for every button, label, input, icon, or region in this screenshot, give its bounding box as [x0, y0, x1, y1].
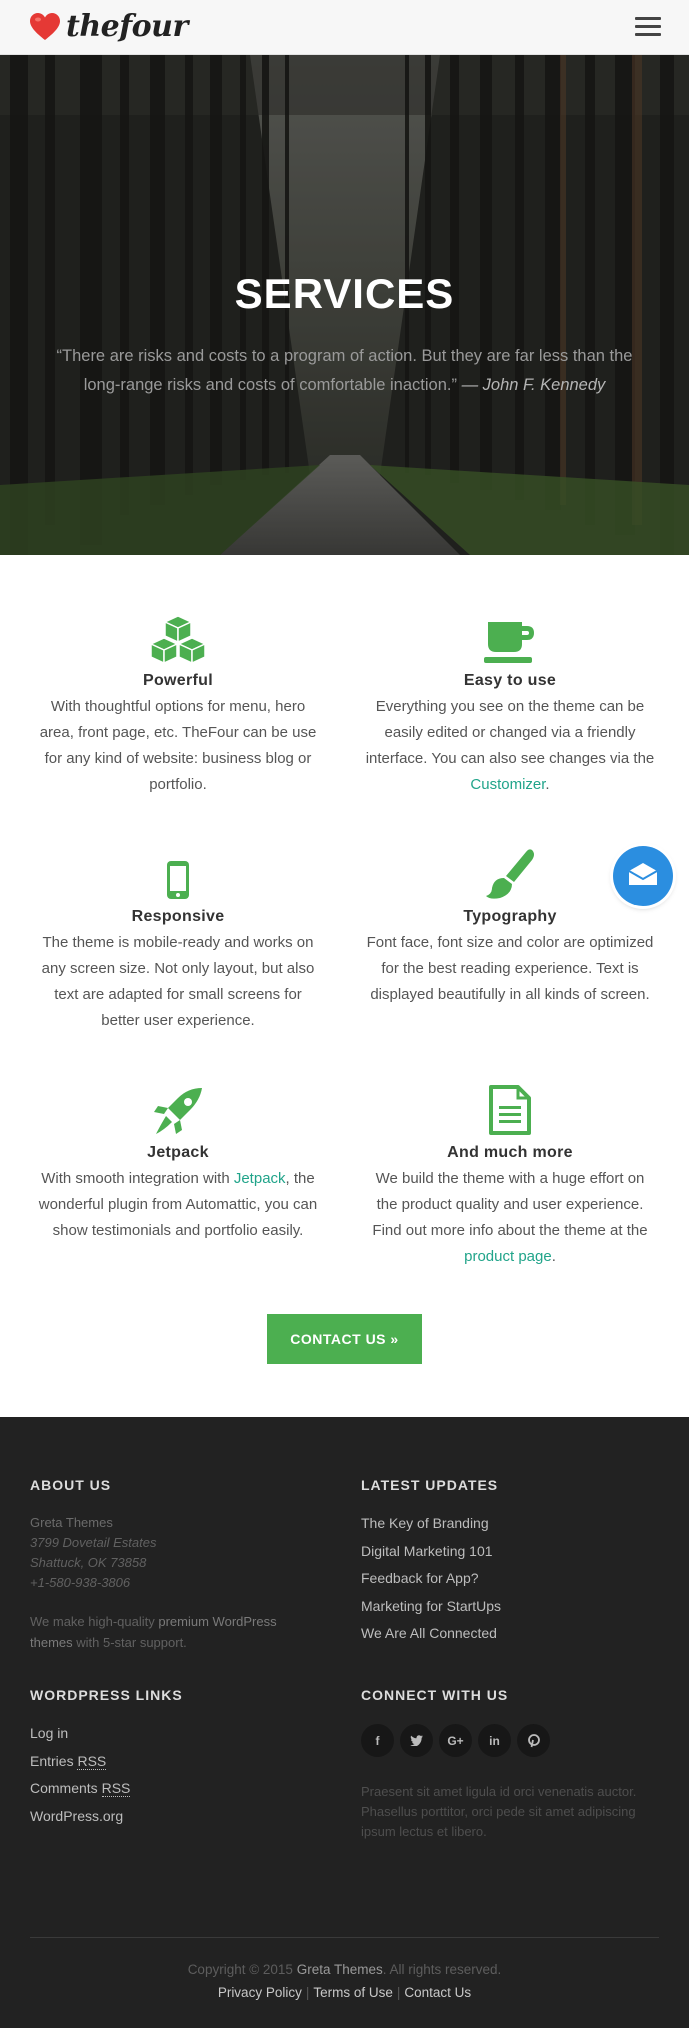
contact-us-button[interactable]: CONTACT US »	[267, 1314, 422, 1364]
footer-divider	[30, 1937, 659, 1938]
entries-rss-link[interactable]: Entries RSS	[30, 1752, 107, 1769]
google-plus-icon[interactable]: G+	[439, 1724, 472, 1757]
footer-connect-heading: CONNECT WITH US	[361, 1687, 509, 1703]
pinterest-icon[interactable]	[517, 1724, 550, 1757]
feature-text: With thoughtful options for menu, hero area, front page, etc. TheFour can be use for any kind of website: business blog or portfolio.	[39, 698, 317, 793]
update-link[interactable]: Marketing for StartUps	[361, 1597, 502, 1614]
social-links	[361, 1724, 661, 1757]
about-tagline: We make high-quality premium WordPress themes with 5-star support.	[30, 1614, 277, 1650]
update-link[interactable]: Digital Marketing 101	[361, 1542, 493, 1559]
update-link[interactable]: The Key of Branding	[361, 1515, 489, 1531]
update-link[interactable]: Feedback for App?	[361, 1570, 479, 1586]
feature-responsive	[33, 844, 323, 1034]
jetpack-link[interactable]: Jetpack	[233, 1170, 286, 1187]
hero-section	[0, 55, 689, 555]
logo-text: thefour	[66, 9, 188, 44]
feature-title: Easy to use	[463, 672, 557, 689]
footer-updates-heading: LATEST UPDATES	[361, 1477, 499, 1493]
feature-text: The theme is mobile-ready and works on any screen size. Not only layout, but also text are adapted for small screens for better user experience.	[41, 934, 315, 1029]
footer-about-heading: ABOUT US	[30, 1477, 112, 1493]
address-line-1: 3799 Dovetail Estates	[30, 1535, 157, 1550]
floating-contact-button[interactable]	[613, 846, 673, 906]
update-link[interactable]: We Are All Connected	[361, 1625, 497, 1641]
comments-rss-link[interactable]: Comments RSS	[30, 1780, 131, 1796]
product-page-link[interactable]: product page	[464, 1248, 552, 1265]
feature-title: Typography	[463, 908, 557, 925]
copyright: Copyright © 2015 Greta Themes. All rights reserved.	[187, 1962, 502, 1977]
linkedin-icon[interactable]: in	[478, 1724, 511, 1757]
footer-wp-heading: WORDPRESS LINKS	[30, 1687, 183, 1703]
quote-text: “There are risks and costs to a program of action. But they are far less than the long-range risks and costs of comfortable inaction.”	[56, 347, 633, 394]
feature-title: Responsive	[131, 908, 225, 925]
footer-wordpress-links	[30, 1687, 320, 1830]
customizer-link[interactable]: Customizer	[470, 776, 546, 793]
feature-title: And much more	[447, 1144, 573, 1161]
hero-quote	[40, 342, 649, 400]
feature-and-much-more	[365, 1080, 655, 1270]
address-line-2: Shattuck, OK 73858	[30, 1555, 147, 1570]
footer-connect	[361, 1687, 661, 1842]
mobile-phone-icon	[33, 844, 323, 900]
footer-links: Privacy Policy | Terms of Use | Contact Us	[217, 1985, 472, 2000]
wordpress-org-link[interactable]: WordPress.org	[30, 1807, 124, 1824]
cubes-icon	[33, 608, 323, 664]
envelope-icon	[627, 861, 659, 892]
feature-title: Jetpack	[147, 1144, 209, 1161]
feature-typography	[365, 844, 655, 1008]
contact-us-link[interactable]: Contact Us	[404, 1985, 472, 2000]
quote-author: — John F. Kennedy	[461, 376, 606, 394]
feature-powerful	[33, 608, 323, 798]
wp-links-list	[30, 1720, 320, 1830]
feature-easy-to-use	[365, 608, 655, 798]
twitter-icon[interactable]	[400, 1724, 433, 1757]
hamburger-menu-icon[interactable]	[635, 17, 661, 37]
feature-text: Everything you see on the theme can be easily edited or changed via a friendly interface. You can also see changes via the Customizer.	[365, 698, 655, 793]
feature-text: Font face, font size and color are optimized for the best reading experience. Text is displayed beautifully in all kinds of screen.	[366, 934, 654, 1003]
copyright-brand-link[interactable]: Greta Themes	[296, 1962, 383, 1977]
heart-icon	[30, 13, 60, 41]
login-link[interactable]: Log in	[30, 1725, 69, 1741]
feature-jetpack	[33, 1080, 323, 1244]
about-address	[30, 1513, 320, 1653]
feature-text: We build the theme with a huge effort on the product quality and user experience. Find out more info about the theme at the product page.	[372, 1170, 648, 1265]
company-name: Greta Themes	[30, 1515, 113, 1530]
page-title: SERVICES	[234, 270, 455, 317]
terms-of-use-link[interactable]: Terms of Use	[313, 1985, 393, 2000]
feature-title: Powerful	[143, 672, 213, 689]
updates-list	[361, 1510, 661, 1648]
phone-number: +1-580-938-3806	[30, 1575, 131, 1590]
footer-about	[30, 1477, 320, 1653]
site-header	[0, 0, 689, 55]
paint-brush-icon	[365, 844, 655, 900]
facebook-icon[interactable]: f	[361, 1724, 394, 1757]
privacy-policy-link[interactable]: Privacy Policy	[217, 1985, 302, 2000]
connect-text: Praesent sit amet ligula id orci venenatis auctor. Phasellus porttitor, orci pede sit amet adipiscing ipsum lectus et libero.	[361, 1784, 637, 1839]
coffee-cup-icon	[365, 608, 655, 664]
feature-text: With smooth integration with Jetpack, the wonderful plugin from Automattic, you can show testimonials and portfolio easily.	[38, 1170, 318, 1239]
document-icon	[365, 1080, 655, 1136]
rocket-icon	[33, 1080, 323, 1136]
site-logo[interactable]	[30, 10, 188, 44]
footer-latest-updates	[361, 1477, 661, 1648]
